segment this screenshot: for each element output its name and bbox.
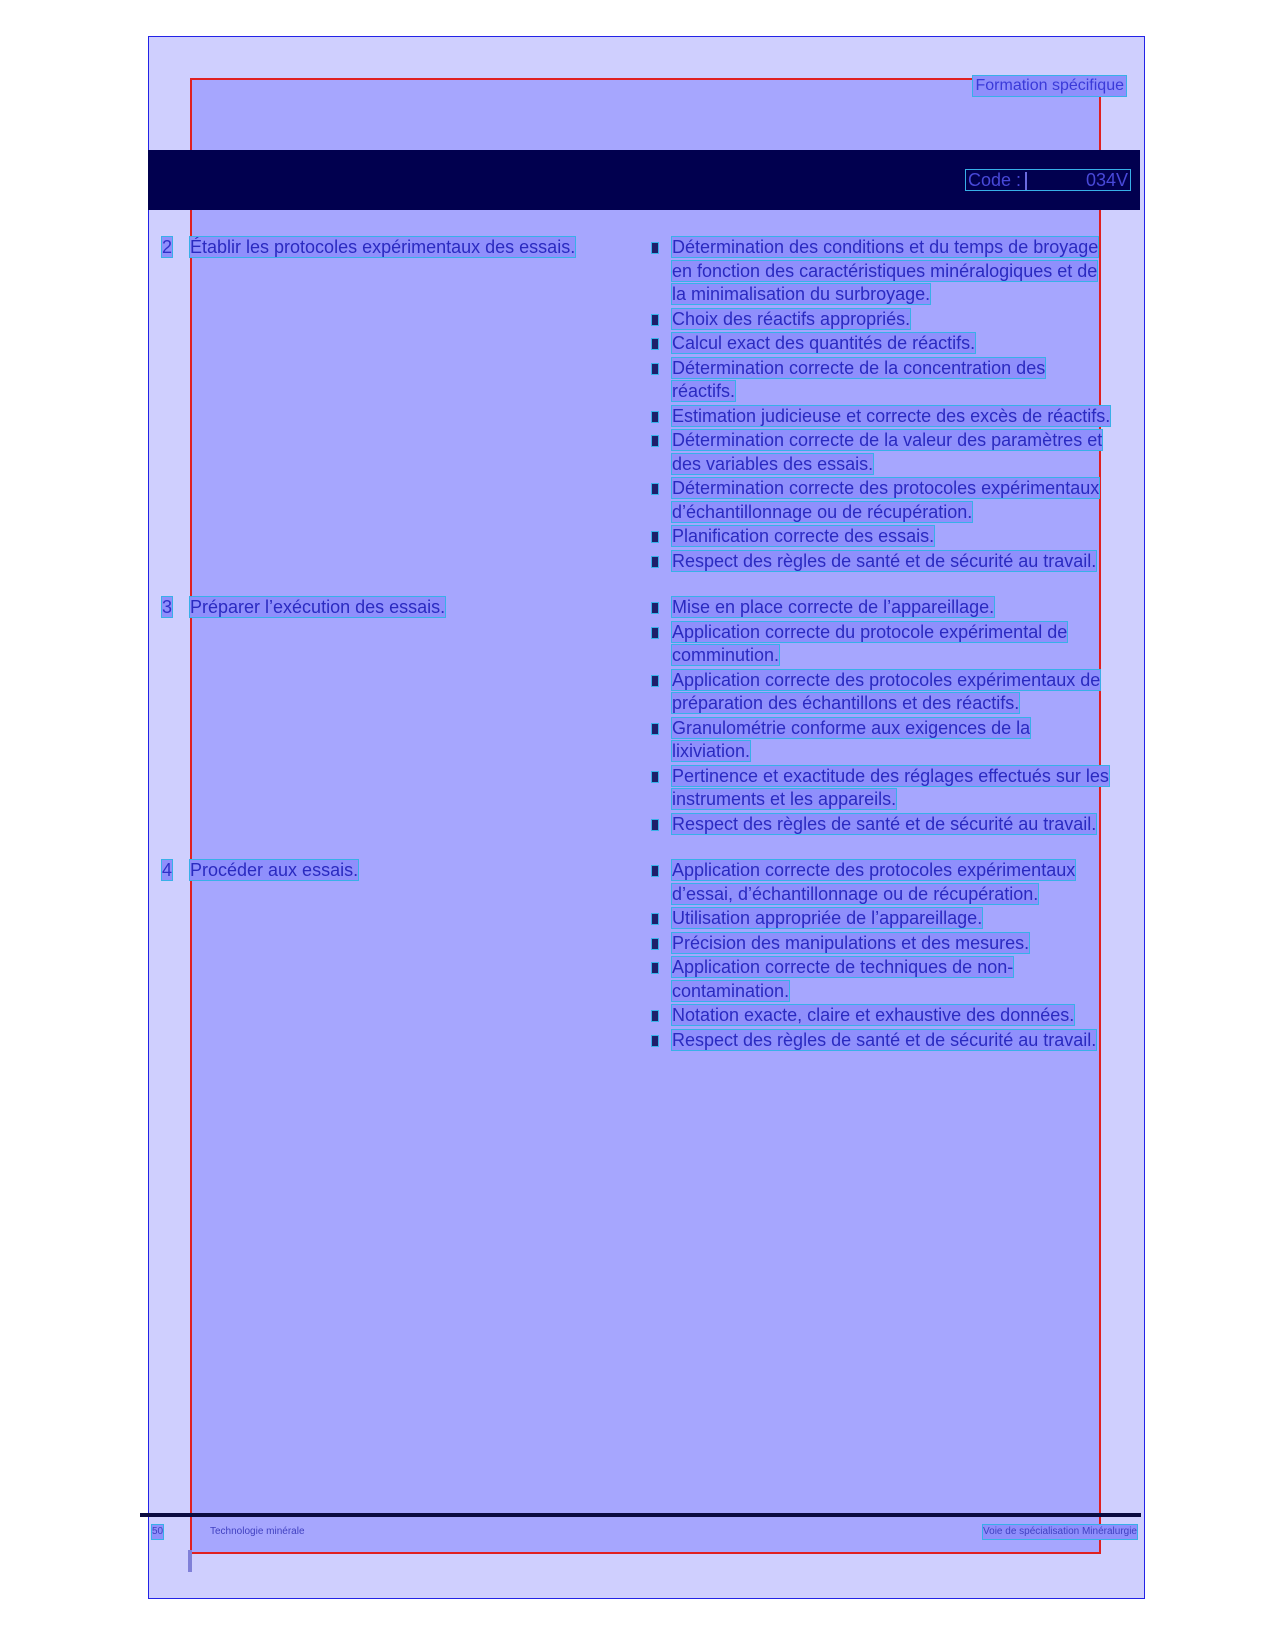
criteria-item xyxy=(652,1004,1112,1028)
criteria-text: Planification correcte des essais. xyxy=(672,526,935,546)
criteria-text: Application correcte des protocoles expérimentaux d’essai, d’échantillonnage ou de récupération. xyxy=(672,860,1076,904)
skill-element xyxy=(162,236,652,574)
bullet-icon xyxy=(652,866,658,876)
criteria-item xyxy=(652,596,1112,620)
code-box xyxy=(966,170,1130,190)
code-band xyxy=(148,150,1140,210)
criteria-item xyxy=(652,669,1112,716)
criteria-item xyxy=(652,717,1112,764)
bullet-icon xyxy=(652,1011,658,1021)
criteria-item xyxy=(652,236,1112,307)
bullet-icon xyxy=(652,628,658,638)
bullet-icon xyxy=(652,557,658,567)
criteria-item xyxy=(652,765,1112,812)
code-label: Code : xyxy=(968,169,1022,190)
criteria-text: Application correcte du protocole expérimental de comminution. xyxy=(672,621,1068,665)
skill-number-text: 4 xyxy=(162,860,173,880)
footer-program-title: Technologie minérale xyxy=(210,1526,305,1537)
criteria-text: Utilisation appropriée de l’appareillage. xyxy=(672,908,983,928)
bullet-icon xyxy=(652,339,658,349)
skill-title xyxy=(190,596,652,619)
criteria-text: Respect des règles de santé et de sécurité au travail. xyxy=(672,813,1097,834)
skill-number xyxy=(162,596,190,619)
criteria-text: Détermination correcte des protocoles expérimentaux d’échantillonnage ou de récupération. xyxy=(672,478,1100,522)
bullet-icon xyxy=(652,364,658,374)
skill-title-text: Préparer l’exécution des essais. xyxy=(190,597,446,617)
skill-number-text: 3 xyxy=(162,597,173,617)
criteria-item xyxy=(652,859,1112,906)
criteria-item xyxy=(652,813,1112,837)
header-label: Formation spécifique xyxy=(975,77,1124,94)
criteria-text: Estimation judicieuse et correcte des excès de réactifs. xyxy=(672,405,1111,426)
bullet-icon xyxy=(652,914,658,924)
skills-table xyxy=(162,236,1122,1075)
bullet-icon xyxy=(652,1036,658,1046)
criteria-list xyxy=(652,859,1112,1053)
criteria-text: Granulométrie conforme aux exigences de la lixiviation. xyxy=(672,717,1031,761)
skill-number-text: 2 xyxy=(162,237,173,257)
criteria-text: Notation exacte, claire et exhaustive des données. xyxy=(672,1005,1075,1025)
footer-specialization: Voie de spécialisation Minéralurgie xyxy=(983,1526,1137,1537)
footer-page-number: 50 xyxy=(152,1526,164,1537)
skill-title xyxy=(190,236,652,259)
bullet-icon xyxy=(652,772,658,782)
skill-number xyxy=(162,859,190,882)
skill-title-text: Procéder aux essais. xyxy=(190,860,359,880)
criteria-text: Respect des règles de santé et de sécurité au travail. xyxy=(672,1029,1097,1050)
bullet-icon xyxy=(652,724,658,734)
skill-row xyxy=(162,596,1122,837)
bullet-icon xyxy=(652,532,658,542)
text-cursor-icon xyxy=(188,1550,192,1572)
skill-element xyxy=(162,859,652,1053)
skill-title xyxy=(190,859,652,882)
criteria-text: Respect des règles de santé et de sécurité au travail. xyxy=(672,550,1097,571)
criteria-item xyxy=(652,932,1112,956)
criteria-item xyxy=(652,477,1112,524)
criteria-text: Détermination correcte de la concentration des réactifs. xyxy=(672,357,1046,401)
criteria-item xyxy=(652,956,1112,1003)
bullet-icon xyxy=(652,484,658,494)
criteria-list xyxy=(652,596,1112,837)
criteria-text: Précision des manipulations et des mesures. xyxy=(672,932,1030,953)
bullet-icon xyxy=(652,315,658,325)
page-footer xyxy=(152,1525,1137,1539)
criteria-text: Calcul exact des quantités de réactifs. xyxy=(672,333,976,353)
skill-row xyxy=(162,236,1122,574)
code-label-group xyxy=(968,170,1027,190)
bullet-icon xyxy=(652,939,658,949)
criteria-item xyxy=(652,621,1112,668)
criteria-item xyxy=(652,308,1112,332)
criteria-item xyxy=(652,1029,1112,1053)
bullet-icon xyxy=(652,820,658,830)
footer-rule xyxy=(140,1513,1141,1517)
criteria-text: Mise en place correcte de l’appareillage. xyxy=(672,597,995,617)
criteria-text: Application correcte de techniques de non-contamination. xyxy=(672,957,1014,1001)
criteria-text: Pertinence et exactitude des réglages effectués sur les instruments et les appareils. xyxy=(672,765,1109,809)
criteria-item xyxy=(652,550,1112,574)
skill-element xyxy=(162,596,652,837)
code-value: 034V xyxy=(1085,170,1128,190)
criteria-list xyxy=(652,236,1112,574)
skill-number xyxy=(162,236,190,259)
code-separator xyxy=(1025,172,1027,190)
criteria-item xyxy=(652,405,1112,429)
bullet-icon xyxy=(652,436,658,446)
bullet-icon xyxy=(652,963,658,973)
criteria-text: Application correcte des protocoles expérimentaux de préparation des échantillons et des réactifs. xyxy=(672,669,1101,713)
criteria-text: Détermination correcte de la valeur des paramètres et des variables des essais. xyxy=(672,430,1103,474)
skill-row xyxy=(162,859,1122,1053)
criteria-item xyxy=(652,332,1112,356)
bullet-icon xyxy=(652,676,658,686)
bullet-icon xyxy=(652,603,658,613)
criteria-item xyxy=(652,907,1112,931)
criteria-item xyxy=(652,429,1112,476)
bullet-icon xyxy=(652,243,658,253)
criteria-item xyxy=(652,357,1112,404)
criteria-text: Détermination des conditions et du temps de broyage en fonction des caractéristiques minéralogiques et de la minimalisation du surbroyage. xyxy=(672,237,1099,304)
skill-title-text: Établir les protocoles expérimentaux des essais. xyxy=(190,237,576,257)
criteria-text: Choix des réactifs appropriés. xyxy=(672,308,911,329)
bullet-icon xyxy=(652,412,658,422)
criteria-item xyxy=(652,525,1112,549)
